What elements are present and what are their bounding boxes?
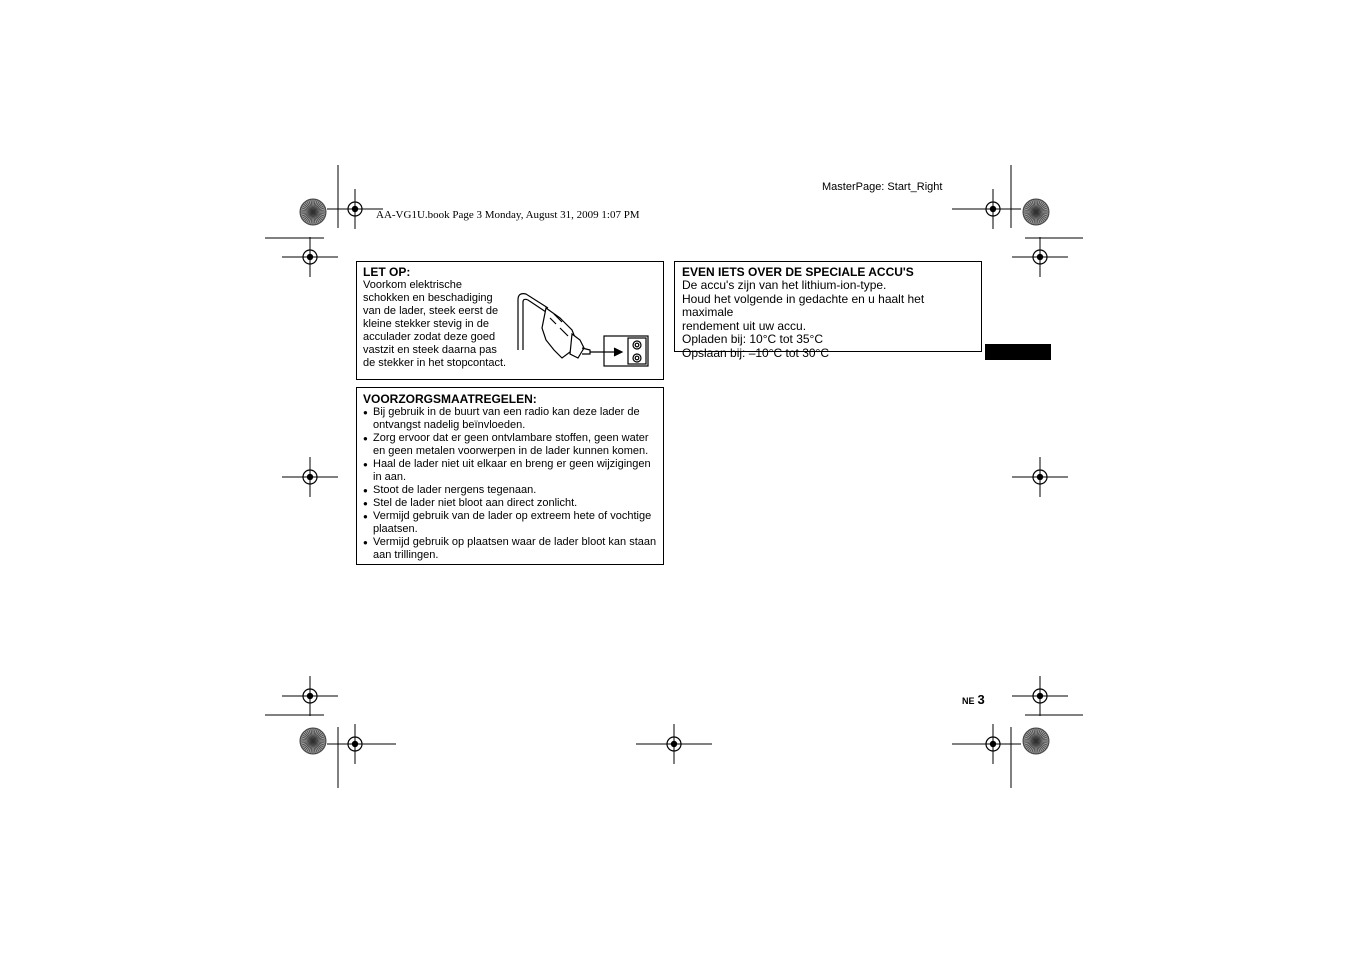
caution-title: LET OP: bbox=[363, 265, 411, 279]
battery-info-title: EVEN IETS OVER DE SPECIALE ACCU'S bbox=[682, 265, 914, 279]
registration-target-icon bbox=[1012, 237, 1068, 277]
list-item: ● Stoot de lader nergens tegenaan. bbox=[363, 484, 657, 497]
registration-target-icon bbox=[282, 457, 338, 497]
battery-info-line: De accu's zijn van het lithium-ion-type. bbox=[682, 278, 887, 292]
precautions-box bbox=[356, 387, 664, 565]
registration-target-icon bbox=[282, 237, 338, 277]
caution-line: kleine stekker stevig in de bbox=[363, 318, 489, 330]
precautions-title: VOORZORGSMAATREGELEN: bbox=[363, 392, 537, 406]
registration-target-icon bbox=[282, 676, 338, 716]
list-item: ● Zorg ervoor dat er geen ontvlambare stoffen, geen water en geen metalen voorwerpen in de lader kunnen komen. bbox=[363, 432, 657, 458]
masterpage-label: MasterPage: Start_Right bbox=[822, 181, 943, 193]
color-bar-icon bbox=[300, 199, 326, 225]
language-tab bbox=[985, 344, 1051, 360]
color-bar-icon bbox=[300, 728, 326, 754]
book-info-line: AA-VG1U.book Page 3 Monday, August 31, 2009 1:07 PM bbox=[376, 209, 640, 221]
registration-target-icon bbox=[1012, 457, 1068, 497]
caution-text bbox=[363, 279, 513, 370]
list-item: ● Stel de lader niet bloot aan direct zonlicht. bbox=[363, 497, 657, 510]
page-number bbox=[962, 692, 985, 707]
battery-info-line: Opslaan bij: –10°C tot 30°C bbox=[682, 345, 830, 360]
language-code: NE bbox=[962, 696, 975, 706]
battery-info-box bbox=[674, 261, 982, 360]
caution-line: de stekker in het stopcontact. bbox=[363, 357, 507, 369]
battery-info-line: rendement uit uw accu. bbox=[682, 318, 807, 333]
plug-illustration bbox=[516, 288, 652, 370]
caution-line: acculader zodat deze goed bbox=[363, 331, 496, 343]
battery-info-line: Houd het volgende in gedachte en u haalt het maximale bbox=[682, 291, 925, 320]
list-item: ● Bij gebruik in de buurt van een radio kan deze lader de ontvangst nadelig beïnvloeden. bbox=[363, 406, 657, 432]
list-item: ● Vermijd gebruik van de lader op extreem hete of vochtige plaatsen. bbox=[363, 510, 657, 536]
registration-target-icon bbox=[1012, 676, 1068, 716]
color-bar-icon bbox=[1023, 199, 1049, 225]
precautions-list bbox=[363, 406, 657, 562]
page-number-value: 3 bbox=[977, 692, 985, 707]
caution-line: schokken en beschadiging bbox=[363, 292, 493, 304]
list-item: ● Haal de lader niet uit elkaar en breng er geen wijzigingen in aan. bbox=[363, 458, 657, 484]
list-item: ● Vermijd gebruik op plaatsen waar de lader bloot kan staan aan trillingen. bbox=[363, 536, 657, 562]
color-bar-icon bbox=[1023, 728, 1049, 754]
battery-info-line: Opladen bij: 10°C tot 35°C bbox=[682, 332, 824, 347]
caution-line: vastzit en steek daarna pas bbox=[363, 344, 497, 356]
caution-line: van de lader, steek eerst de bbox=[363, 305, 499, 317]
caution-line: Voorkom elektrische bbox=[363, 279, 463, 291]
